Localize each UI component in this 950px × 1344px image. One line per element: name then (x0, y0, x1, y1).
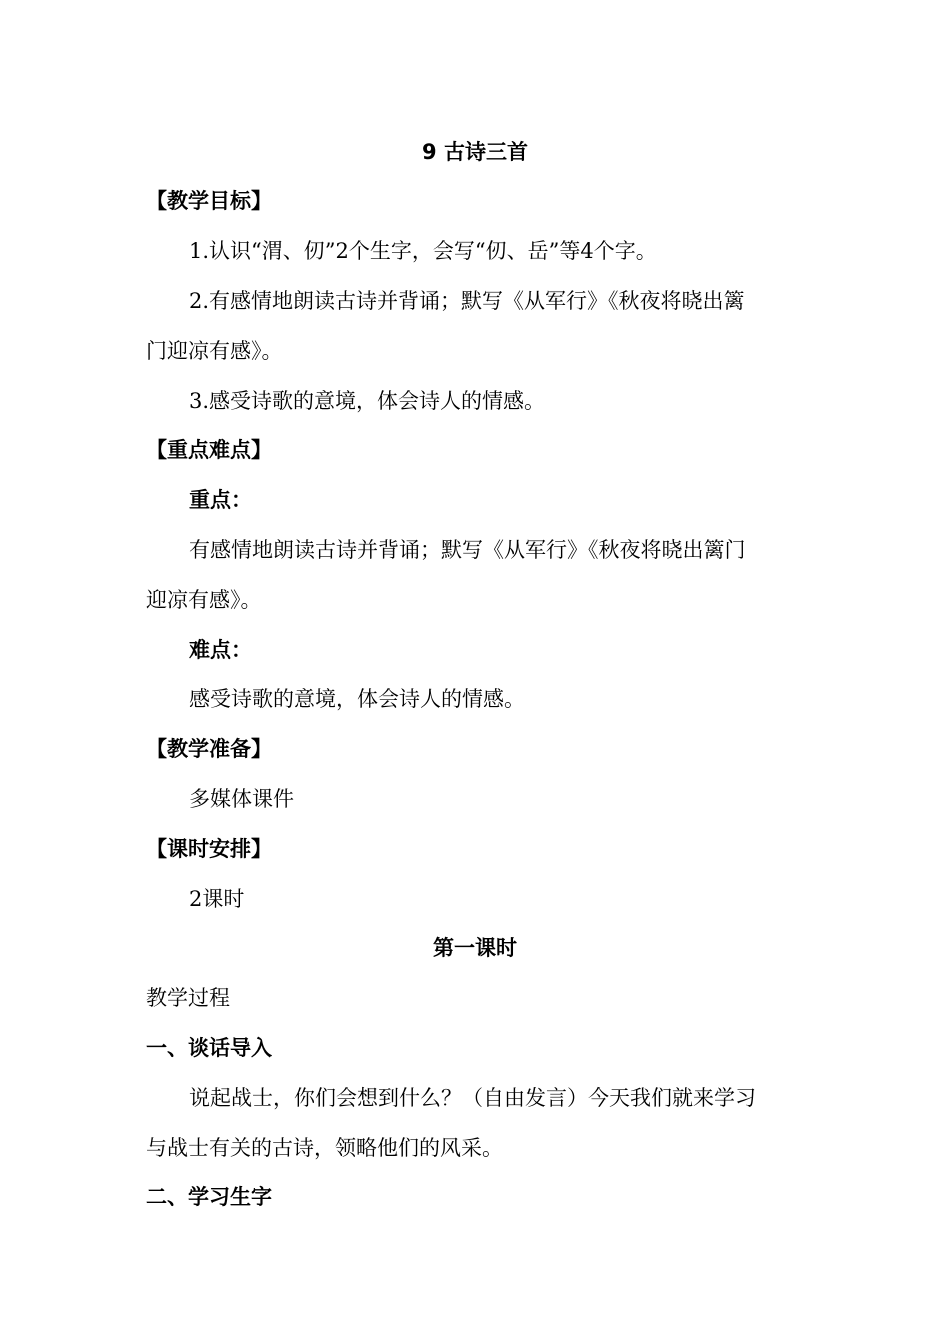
part1-text-line2: 与战士有关的古诗，领略他们的风采。 (146, 1136, 503, 1160)
goal-item-2-line1: 2.有感情地朗读古诗并背诵；默写《从军行》《秋夜将晓出篱 (189, 289, 745, 313)
schedule-text: 2课时 (189, 887, 245, 911)
prep-text: 多媒体课件 (189, 787, 294, 811)
difficulty-text: 感受诗歌的意境，体会诗人的情感。 (189, 687, 525, 711)
lesson-title: 第一课时 (433, 936, 517, 960)
key-label: 重点： (189, 488, 252, 512)
key-text-line2: 迎凉有感》。 (146, 588, 262, 612)
section-heading-goals: 【教学目标】 (146, 189, 272, 213)
section-heading-schedule: 【课时安排】 (146, 837, 272, 861)
part-heading-2: 二、学习生字 (146, 1185, 272, 1209)
goal-item-3: 3.感受诗歌的意境，体会诗人的情感。 (189, 389, 546, 413)
section-heading-prep: 【教学准备】 (146, 737, 272, 761)
section-heading-keypoints: 【重点难点】 (146, 438, 272, 462)
part-heading-1: 一、谈话导入 (146, 1036, 272, 1060)
document-title: 9 古诗三首 (422, 140, 528, 164)
part1-text-line1: 说起战士，你们会想到什么？（自由发言）今天我们就来学习 (189, 1086, 756, 1110)
key-text-line1: 有感情地朗读古诗并背诵；默写《从军行》《秋夜将晓出篱门 (189, 538, 746, 562)
goal-item-2-line2: 门迎凉有感》。 (146, 339, 283, 363)
process-label: 教学过程 (146, 986, 230, 1010)
difficulty-label: 难点： (189, 638, 252, 662)
goal-item-1: 1.认识“渭、仞”2个生字，会写“仞、岳”等4个字。 (189, 239, 657, 263)
